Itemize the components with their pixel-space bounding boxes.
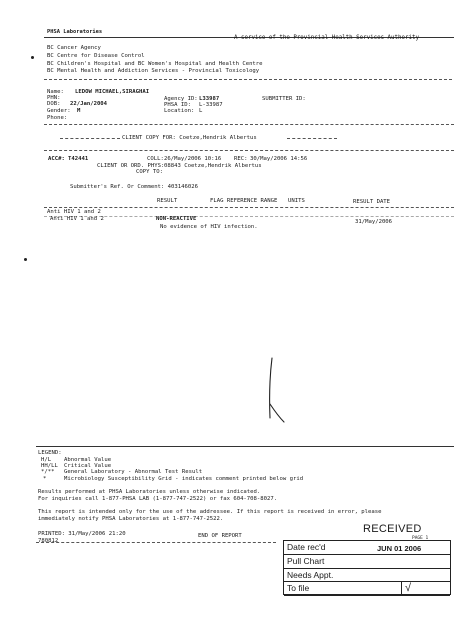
col-flag-range: FLAG REFERENCE RANGE <box>210 198 278 204</box>
legend-code: H/L <box>41 457 52 463</box>
name-label: Name: <box>47 89 64 95</box>
agency-id-value: L33987 <box>199 96 220 102</box>
client-copy-divider <box>44 150 454 151</box>
stamp-row-needs-appt <box>284 569 450 583</box>
lab-name: PHSA Laboratories <box>47 29 103 35</box>
test-comment: No evidence of HIV infection. <box>160 224 258 230</box>
margin-mark <box>24 258 27 261</box>
printed-code: 780812 <box>38 538 59 544</box>
margin-mark <box>31 56 34 59</box>
performed-note: Results performed at PHSA Laboratories unless otherwise indicated. <box>38 489 261 495</box>
patient-divider <box>44 124 454 125</box>
phone-label: Phone: <box>47 115 68 121</box>
col-result-date: RESULT DATE <box>353 199 391 205</box>
agency-line: BC Centre for Disease Control <box>47 53 145 59</box>
legend-desc: General Laboratory - Abnormal Test Result <box>64 469 203 475</box>
test-name: Anti HIV 1 and 2 <box>50 216 104 222</box>
gender-label: Gender: <box>47 108 71 114</box>
legend-desc: Critical Value <box>64 463 112 469</box>
legend-desc: Abnormal Value <box>64 457 112 463</box>
rec-label: REC: <box>234 156 248 162</box>
error-notice: This report is intended only for the use of the addressee. If this report is received in error, please <box>38 509 382 515</box>
footer-rule <box>36 542 276 543</box>
test-result-date: 31/May/2006 <box>355 219 393 225</box>
error-notice: immediately notify PHSA Laboratories at 1-877-747-2522. <box>38 516 224 522</box>
col-result: RESULT <box>157 198 178 204</box>
coll-label: COLL: <box>147 156 164 162</box>
stamp-row-pull-chart <box>284 555 450 569</box>
agency-line: BC Mental Health and Addiction Services - Provincial Toxicology <box>47 68 260 74</box>
legend-rule <box>36 446 454 447</box>
dob-value: 22/Jan/2004 <box>70 101 108 107</box>
stamp-label: To file <box>287 583 310 594</box>
legend-code: HH/LL <box>41 463 58 469</box>
stamp-label: Needs Appt. <box>287 569 334 580</box>
legend-code: */** <box>41 469 55 475</box>
test-result: NON-REACTIVE <box>156 216 197 222</box>
location-label: Location: <box>164 108 195 114</box>
received-stamp: RECEIVED <box>363 523 422 535</box>
dob-label: DOB: <box>47 101 61 107</box>
results-header-rule <box>44 207 454 208</box>
pen-mark <box>258 356 288 426</box>
check-mark: √ <box>405 582 412 595</box>
stamp-label: Pull Chart <box>287 555 325 566</box>
header-divider <box>44 79 452 80</box>
client-copy-dash-right <box>287 138 337 139</box>
submitter-id-label: SUBMITTER ID: <box>262 96 306 102</box>
stamp-divider <box>401 582 402 596</box>
stamp-label: Date rec'd <box>287 542 326 552</box>
client-copy-dash-left <box>60 138 120 139</box>
agency-id-label: Agency ID: <box>164 96 198 102</box>
inquiries-note: For inquiries call 1-877-PHSA LAB (1-877-747-2522) or fax 604-708-8027. <box>38 496 278 502</box>
ordering-phys-value: 08843 Coetze,Hendrik Albertus <box>164 163 262 169</box>
ordering-phys-label: CLIENT OR ORD. PHYS: <box>97 163 165 169</box>
stamp-box <box>283 540 451 595</box>
legend-code: * <box>43 476 47 482</box>
printed-timestamp: PRINTED: 31/May/2006 21:20 <box>38 531 126 537</box>
group-rule <box>44 216 454 217</box>
phsa-id-value: L-33987 <box>199 102 223 108</box>
acc-label: ACC#: <box>48 156 65 162</box>
agency-line: BC Cancer Agency <box>47 45 101 51</box>
stamp-row-date <box>284 541 450 555</box>
submitter-ref: Submitter's Ref. Or Comment: 403146026 <box>70 184 198 190</box>
phsa-id-label: PHSA ID: <box>164 102 191 108</box>
phn-label: PHN: <box>47 95 61 101</box>
col-units: UNITS <box>288 198 305 204</box>
coll-value: 26/May/2006 10:16 <box>164 156 222 162</box>
stamp-date: JUN 01 2006 <box>377 544 422 553</box>
gender-value: M <box>77 108 81 114</box>
agency-line: BC Children's Hospital and BC Women's Hospital and Health Centre <box>47 61 263 67</box>
patient-name: LEDOW MICHAEL,SIRAGHAI <box>75 89 150 95</box>
location-value: L <box>199 108 203 114</box>
stamp-row-to-file <box>284 582 450 596</box>
test-group: Anti HIV 1 and 2 <box>47 209 101 215</box>
rec-value: 30/May/2006 14:56 <box>250 156 308 162</box>
service-note: A service of the Provincial Health Services Authority <box>234 35 419 41</box>
copy-to-label: COPY TO: <box>136 169 163 175</box>
legend-title: LEGEND: <box>38 450 62 456</box>
client-copy-line: CLIENT COPY FOR: Coetze,Hendrik Albertus <box>122 135 257 141</box>
page-number: PAGE 1 <box>412 536 429 541</box>
acc-value: T42441 <box>68 156 89 162</box>
end-of-report: END OF REPORT <box>198 533 242 539</box>
legend-desc: Microbiology Susceptibility Grid - indicates comment printed below grid <box>64 476 304 482</box>
